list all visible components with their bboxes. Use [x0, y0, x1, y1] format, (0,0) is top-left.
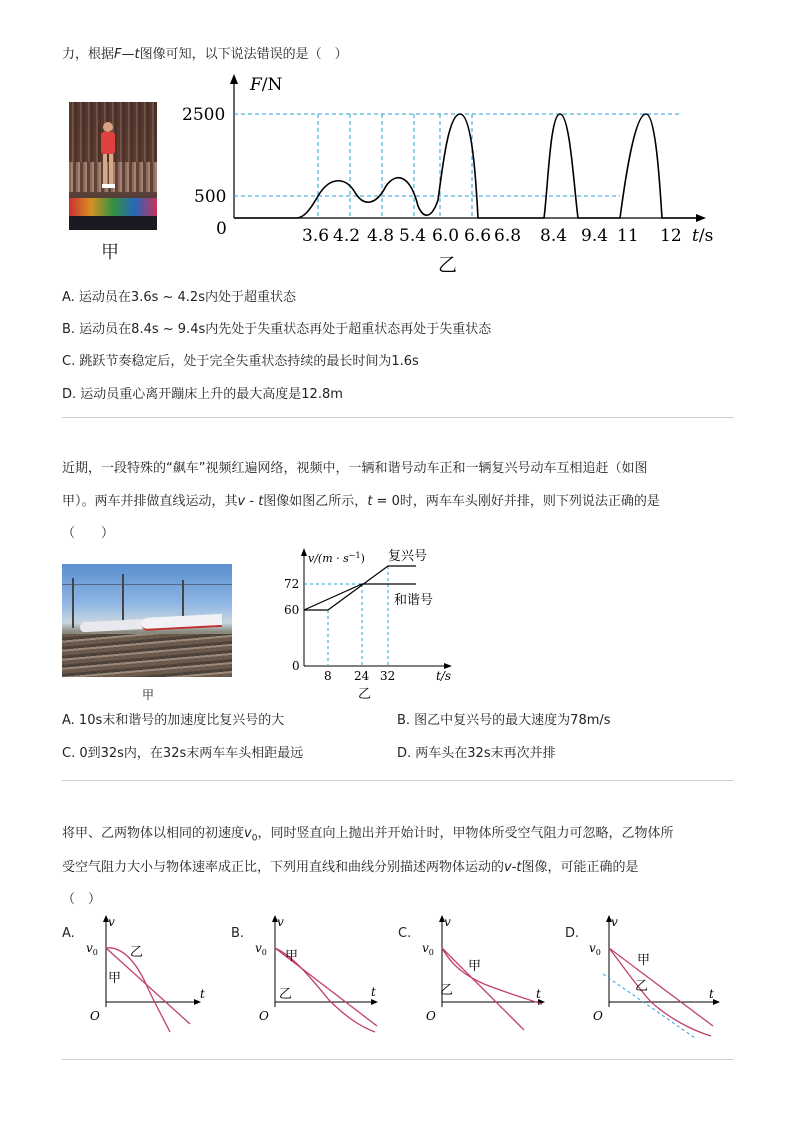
q1-x-label-t: t: [692, 226, 699, 246]
q3-option-b-letter: B.: [231, 926, 245, 941]
divider: [62, 1059, 734, 1060]
q2-ytick-60: 60: [284, 603, 300, 617]
q3-a-label-yi: 乙: [130, 945, 144, 960]
q3-b-t-axis-label: t: [371, 985, 376, 999]
q1-y-label-F: F: [250, 75, 262, 95]
q1-ytick-500: 500: [194, 187, 227, 207]
q2-stem-line3: （ ）: [62, 526, 115, 541]
q1-xtick: 8.4: [540, 226, 568, 246]
q1-option-d[interactable]: D. 运动员重心离开蹦床上升的最大高度是12.8m: [62, 387, 343, 402]
q3-stem-line2: 受空气阻力大小与物体速率成正比，下列用直线和曲线分别描述两物体运动的v-t图像，可能正确的是: [62, 860, 639, 875]
q3-b-v-axis-label: v: [277, 915, 284, 929]
svg-text:v0: [422, 941, 434, 957]
divider: [62, 780, 734, 781]
svg-text:t/s: [692, 226, 713, 246]
q3-d-t-axis-label: t: [709, 987, 714, 1001]
q1-xtick: 9.4: [581, 226, 609, 246]
q3-graph-b: [251, 912, 381, 1037]
q3-d-label-jia: 甲: [637, 953, 651, 968]
q2-xtick: 8: [324, 669, 332, 683]
q1-xtick: 12: [660, 226, 682, 246]
q2-option-c[interactable]: C. 0到32s内，在32s末两车车头相距最远: [62, 746, 304, 761]
q1-xtick: 6.6: [464, 226, 492, 246]
q1-x-ticks: [302, 226, 682, 246]
gymnast-photo: [69, 102, 157, 230]
q3-d-label-yi: 乙: [635, 979, 649, 994]
q3-a-origin: O: [90, 1009, 100, 1023]
q3-stem-line3: （ ）: [62, 892, 102, 907]
q3-b-origin: O: [259, 1009, 269, 1023]
q3-c-v0: v: [422, 941, 429, 955]
q3-a-t-axis-label: t: [200, 987, 205, 1001]
q2-xtick: 24: [354, 669, 370, 683]
q2-y-label-end: ): [360, 552, 365, 565]
q3-a-v-axis-label: v: [108, 915, 115, 929]
q3-graph-a: [82, 912, 205, 1037]
q3-d-origin: O: [593, 1009, 603, 1023]
train-photo: [62, 564, 232, 677]
q1-ytick-0: 0: [216, 219, 227, 239]
q3-option-c-letter: C.: [398, 926, 412, 941]
q3-stem-line1: 将甲、乙两物体以相同的初速度$v_0$，同时竖直向上抛出并开始计时，甲物体所受空气阻力可忽略，乙物体所: [62, 826, 674, 844]
q1-xtick: 4.8: [367, 226, 395, 246]
q3-b-v0: v: [255, 941, 262, 955]
q3-d-v0-sub: 0: [595, 948, 601, 957]
q2-option-a[interactable]: A. 10s末和谐号的加速度比复兴号的大: [62, 713, 285, 728]
q1-stem: 力，根据F—t图像可知，以下说法错误的是（ ）: [62, 47, 348, 62]
q2-ytick-0: 0: [292, 659, 300, 673]
q3-b-label-jia: 甲: [285, 949, 299, 964]
q1-x-label-unit: /s: [698, 226, 714, 246]
q2-x-label: t/s: [436, 669, 452, 683]
divider: [62, 417, 734, 418]
q2-stem-line2: 甲）。两车并排做直线运动，其v - t图像如图乙所示，t = 0时，两车车头刚好并排，则下列说法正确的是: [62, 494, 660, 509]
q3-a-v0-sub: 0: [92, 948, 98, 957]
svg-text:v/(m · s−1): [308, 551, 365, 565]
q1-ytick-2500: 2500: [182, 105, 226, 125]
q3-option-d-letter: D.: [565, 926, 580, 941]
q2-y-label-sup: −1: [348, 551, 361, 560]
q3-a-line: [106, 948, 190, 1024]
q1-option-c[interactable]: C. 跳跃节奏稳定后，处于完全失重状态持续的最长时间为1.6s: [62, 354, 419, 369]
q3-d-curve: [609, 948, 711, 1036]
q2-ytick-72: 72: [284, 577, 300, 591]
q1-xtick: 3.6: [302, 226, 330, 246]
q3-option-a[interactable]: [62, 912, 205, 1037]
q2-y-label: v/(m · s: [308, 552, 349, 565]
q1-option-a[interactable]: A. 运动员在3.6s ~ 4.2s内处于超重状态: [62, 290, 296, 305]
svg-text:F/N: [249, 75, 283, 95]
q1-dashed-guides: [234, 114, 682, 218]
q2-velocity-time-graph: [276, 542, 466, 702]
q1-xtick: 6.8: [494, 226, 522, 246]
q3-c-label-jia: 甲: [468, 959, 482, 974]
q2-graph-caption: 乙: [358, 687, 372, 702]
q3-c-t-axis-label: t: [536, 987, 541, 1001]
q2-option-d[interactable]: D. 两车头在32s末再次并排: [397, 746, 556, 761]
q3-a-v0: v: [86, 941, 93, 955]
q3-c-line: [442, 948, 524, 1030]
q1-photo-caption: 甲: [101, 242, 119, 263]
q3-a-curve: [106, 948, 170, 1032]
q1-xtick: 4.2: [333, 226, 361, 246]
q3-b-v0-sub: 0: [261, 948, 267, 957]
q3-b-label-yi: 乙: [279, 987, 293, 1002]
q3-option-c[interactable]: [398, 912, 548, 1037]
q2-stem-line1: 近期，一段特殊的“飙车”视频红遍网络，视频中，一辆和谐号动车正和一辆复兴号动车互相追赶（如图: [62, 461, 648, 476]
svg-text:v0: [589, 941, 601, 957]
q3-d-line: [609, 948, 713, 1026]
q1-option-b[interactable]: B. 运动员在8.4s ~ 9.4s内先处于失重状态再处于超重状态再处于失重状态: [62, 322, 492, 337]
q2-option-b[interactable]: B. 图乙中复兴号的最大速度为78m/s: [397, 713, 611, 728]
q2-label-hexie: 和谐号: [394, 593, 434, 608]
q3-c-label-yi: 乙: [440, 983, 454, 998]
q1-xtick: 11: [617, 226, 639, 246]
q2-label-fuxing: 复兴号: [388, 549, 428, 564]
q3-d-v-axis-label: v: [611, 915, 618, 929]
q1-y-label-unit: /N: [261, 75, 283, 95]
q3-d-tangent: [603, 974, 695, 1038]
q3-a-label-jia: 甲: [108, 971, 122, 986]
q3-graph-c: [418, 912, 548, 1037]
q1-xtick: 5.4: [399, 226, 427, 246]
q2-photo-caption: 甲: [142, 688, 155, 702]
q3-c-v-axis-label: v: [444, 915, 451, 929]
svg-text:v0: [255, 941, 267, 957]
q1-xtick: 6.0: [432, 226, 460, 246]
q1-force-curve: [234, 114, 700, 218]
q3-c-curve: [442, 948, 542, 1004]
q3-d-v0: v: [589, 941, 596, 955]
q3-option-b[interactable]: [231, 912, 381, 1037]
q3-graph-d: [585, 912, 725, 1037]
svg-text:v0: [86, 941, 98, 957]
q3-option-d[interactable]: [565, 912, 725, 1037]
q1-force-time-graph: [170, 68, 730, 278]
q2-dashed-guides: [304, 566, 388, 666]
q1-graph-caption: 乙: [438, 254, 458, 276]
q3-c-v0-sub: 0: [428, 948, 434, 957]
q2-xtick: 32: [380, 669, 396, 683]
q3-option-a-letter: A.: [62, 926, 75, 941]
q3-c-origin: O: [426, 1009, 436, 1023]
